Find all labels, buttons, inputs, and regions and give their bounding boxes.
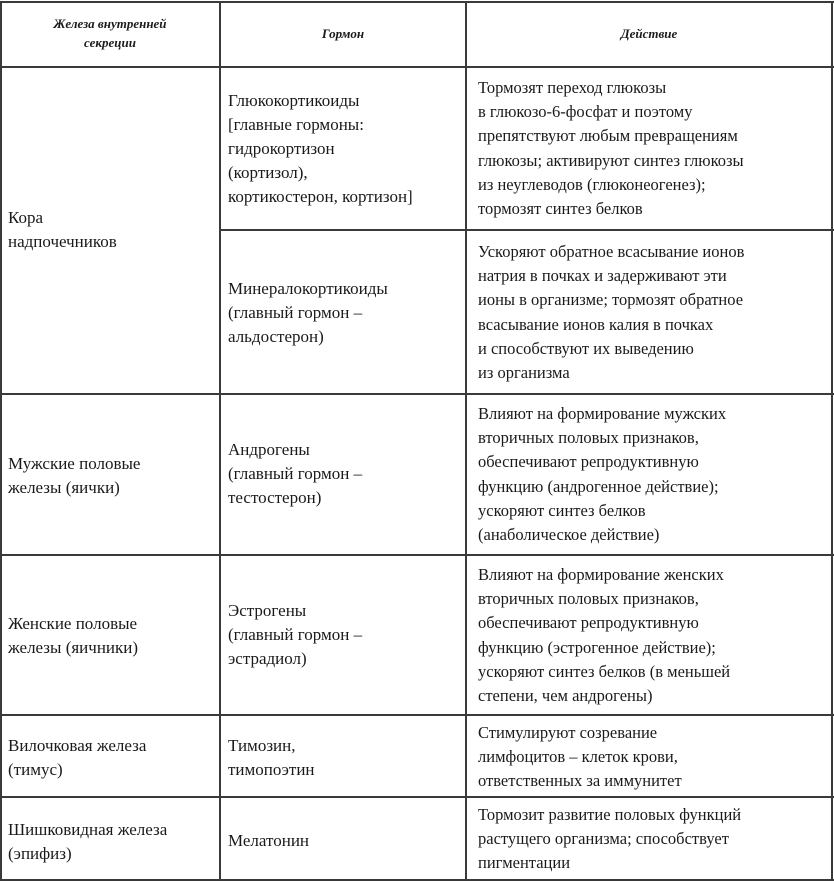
table-column-divider bbox=[219, 1, 221, 881]
gland-cell: Шишковидная железа (эпифиз) bbox=[8, 820, 168, 863]
hormone-cell: Эстрогены (главный гормон – эстрадиол) bbox=[228, 601, 363, 668]
action-cell: Влияют на формирование женских вторичных половых признаков, обеспечивают репродуктивную функцию (эстрогенное действие); ускоряют синтез белков (в меньшей степени, чем андрогены) bbox=[478, 565, 731, 706]
table-border-right bbox=[831, 1, 833, 881]
hormone-cell: Тимозин, тимопоэтин bbox=[228, 736, 315, 779]
gland-cell: Вилочковая железа (тимус) bbox=[8, 736, 147, 779]
table-border-top bbox=[0, 1, 834, 3]
action-cell: Тормозит развитие половых функций растущего организма; способствует пигментации bbox=[478, 805, 742, 873]
action-cell: Влияют на формирование мужских вторичных половых признаков, обеспечивают репродуктивную функцию (андрогенное действие); ускоряют синтез белков (анаболическое действие) bbox=[478, 404, 727, 545]
header-hormone: Гормон bbox=[321, 26, 365, 41]
table-divider-inner bbox=[219, 229, 834, 231]
action-cell: Тормозят переход глюкозы в глюкозо-6-фосфат и поэтому препятствуют любым превращениям глюкозы; активируют синтез глюкозы из неуглеводов (глюконеогенез); тормозят синтез белков bbox=[478, 78, 744, 219]
hormone-cell: Мелатонин bbox=[228, 831, 310, 850]
hormone-cell: Глюкокортикоиды [главные гормоны: гидрокортизон (кортизол), кортикостерон, кортизон] bbox=[228, 91, 413, 206]
gland-cell: Мужские половые железы (яички) bbox=[8, 454, 141, 497]
hormone-cell: Минералокортикоиды (главный гормон – альдостерон) bbox=[228, 279, 388, 346]
gland-cell: Кора надпочечников bbox=[8, 208, 117, 251]
table-divider-header bbox=[0, 66, 834, 68]
header-action: Действие bbox=[620, 26, 678, 41]
table-border-bottom bbox=[0, 879, 834, 881]
hormone-cell: Андрогены (главный гормон – тестостерон) bbox=[228, 440, 363, 507]
table-divider bbox=[0, 714, 834, 716]
gland-cell: Женские половые железы (яичники) bbox=[8, 614, 139, 657]
table-border-left bbox=[0, 1, 2, 881]
header-gland: Железа внутренней секреции bbox=[53, 16, 167, 50]
table-divider bbox=[0, 393, 834, 395]
table-divider bbox=[0, 554, 834, 556]
table-column-divider bbox=[465, 1, 467, 881]
action-cell: Стимулируют созревание лимфоцитов – клеток крови, ответственных за иммунитет bbox=[478, 723, 682, 791]
action-cell: Ускоряют обратное всасывание ионов натрия в почках и задерживают эти ионы в организме; тормозят обратное всасывание ионов калия в почках и способствуют их выведению из организма bbox=[478, 242, 745, 383]
table-divider bbox=[0, 796, 834, 798]
